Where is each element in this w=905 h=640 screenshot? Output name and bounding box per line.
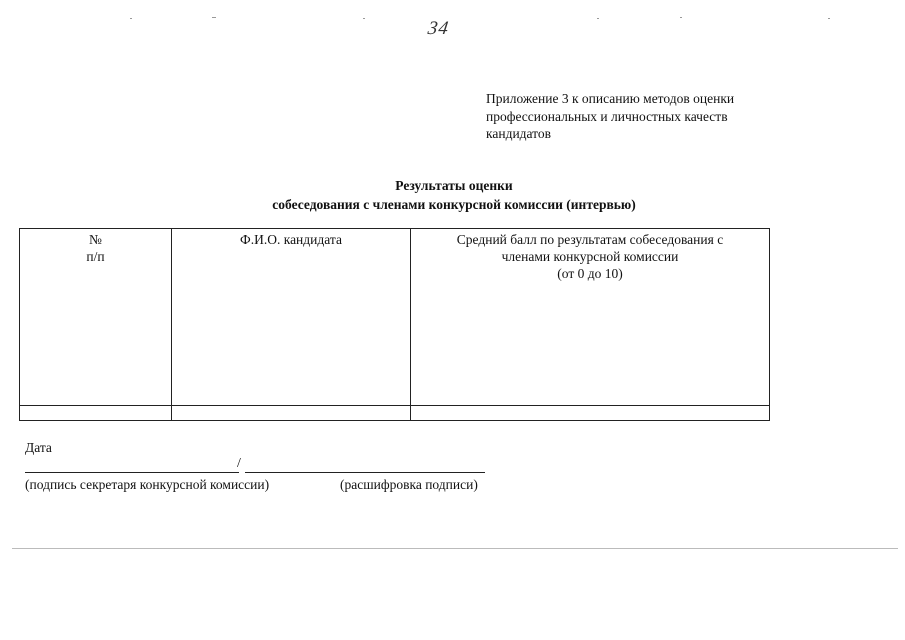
results-table [19,228,770,421]
column-candidate-name [172,229,411,406]
signature-caption: (подпись секретаря конкурсной комиссии) [25,477,270,492]
table-cell [20,406,172,421]
column-number-label: п/п [86,249,105,264]
column-score-line-3: (от 0 до 10) [557,266,623,281]
table-cell [411,406,770,421]
appendix-line: профессиональных и личностных качеств [486,108,728,124]
column-number-symbol: № [89,232,102,247]
table-header-row [20,229,770,406]
decoding-caption: (расшифровка подписи) [340,477,478,492]
signature-line [25,472,239,473]
scan-speck [363,18,365,19]
column-score-line-2: членами конкурсной комиссии [501,249,679,264]
appendix-line: Приложение 3 к описанию методов оценки [486,91,735,106]
table-cell [172,406,411,421]
title-line-1: Результаты оценки [395,178,513,193]
document-title [200,176,708,214]
scan-speck [597,18,599,19]
scan-speck [130,18,132,19]
table-row [20,406,770,421]
column-number [20,229,172,406]
appendix-line: кандидатов [486,126,552,141]
scan-speck [828,18,830,19]
page-bottom-rule [12,548,898,549]
column-score-line-1: Средний балл по результатам собеседования с [456,232,724,247]
column-candidate-name-label: Ф.И.О. кандидата [240,232,342,247]
signature-slash: / [237,456,241,471]
title-line-2: собеседования с членами конкурсной комиссии (интервью) [272,197,636,212]
scan-speck [212,17,216,18]
date-label: Дата [25,440,52,455]
decoding-line [245,472,485,473]
appendix-note [486,90,786,143]
scan-speck [680,17,682,18]
page-number: 34 [426,18,451,39]
column-average-score [411,229,770,406]
